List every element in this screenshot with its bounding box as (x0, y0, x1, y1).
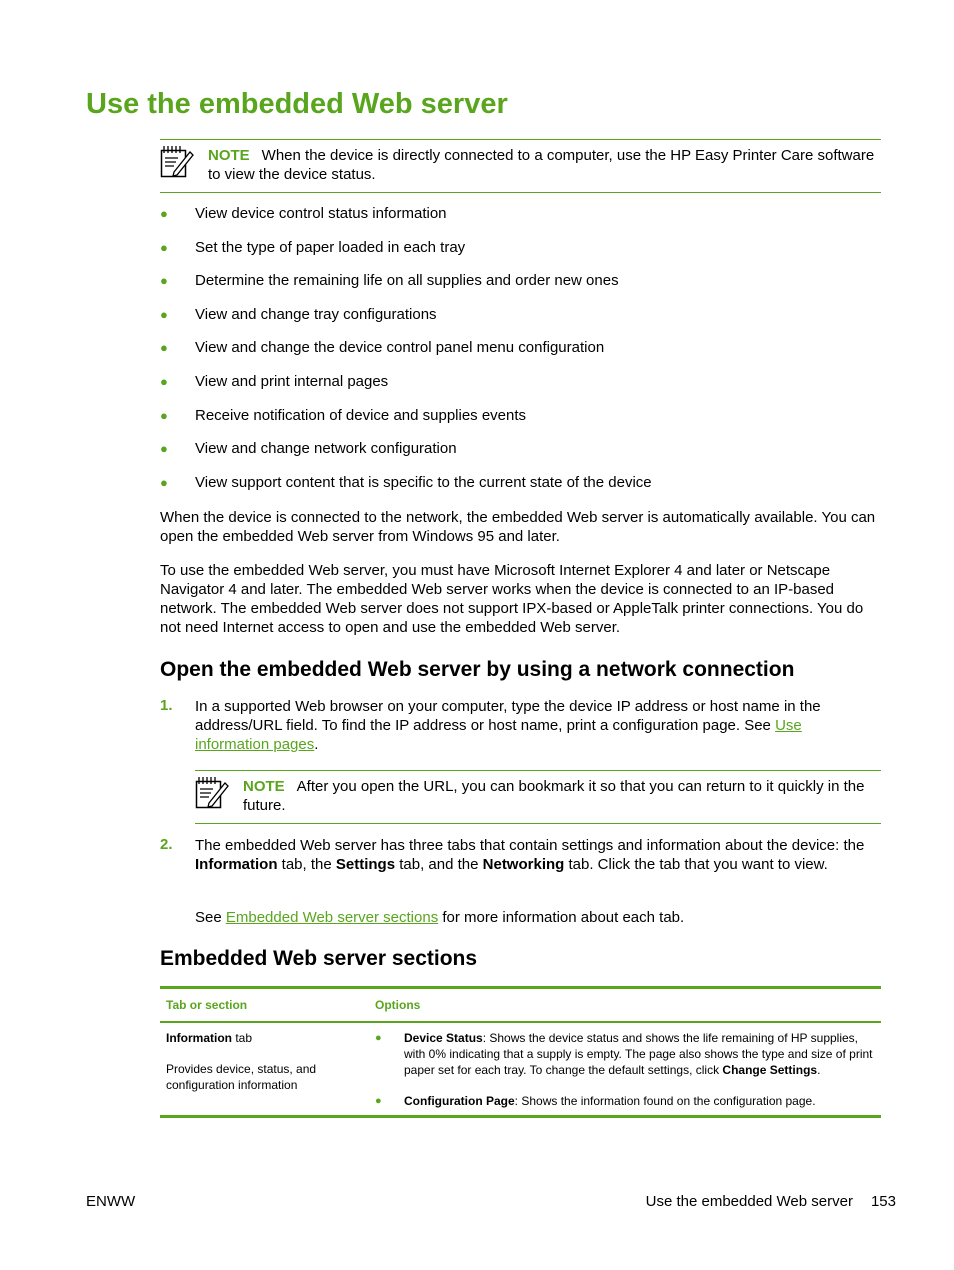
column-header: Options (369, 988, 881, 1023)
note-box (195, 770, 881, 824)
bullet-dot-icon: ● (375, 1095, 382, 1107)
table-cell-section: Information tab Provides device, status, and configuration information (166, 1031, 317, 1092)
sections-table (160, 986, 881, 1118)
step-number: 1. (160, 697, 173, 714)
footer-title: Use the embedded Web server (645, 1193, 853, 1210)
section-heading-sections: Embedded Web server sections (160, 947, 478, 970)
table-row (160, 1022, 881, 1117)
embedded-web-server-sections-link[interactable]: Embedded Web server sections (225, 909, 439, 926)
step-number: 2. (160, 836, 173, 853)
footer-left: ENWW (86, 1193, 136, 1210)
bullet-dot-icon: ● (375, 1032, 382, 1044)
bullet-dot-icon: ● (160, 206, 168, 221)
step-see-also: See Embedded Web server sections for more information about each tab. (195, 909, 685, 926)
bullet-dot-icon: ● (160, 407, 168, 423)
step-text: In a supported Web browser on your computer, type the device IP address or host name in the address/URL field. To find the IP address or host name, print a configuration page. See Use information pages. (195, 698, 821, 753)
bullet-dot-icon: ● (160, 340, 168, 356)
paragraph-availability: When the device is connected to the network, the embedded Web server is automatically available. You can open the embedded Web server from Windows 95 and later. (160, 509, 876, 545)
step-text: The embedded Web server has three tabs that contain settings and information about the device: the Information tab, the Settings tab, and the Networking tab. Click the tab that you want to view. (195, 837, 865, 873)
page-number: 153 (870, 1193, 896, 1210)
table-header-row (160, 988, 881, 1023)
note-label: NOTE (208, 147, 250, 164)
options-list (375, 1030, 875, 1109)
note-label: NOTE (243, 778, 285, 795)
column-header: Tab or section (160, 988, 369, 1023)
bullet-dot-icon: ● (160, 306, 168, 322)
note-icon (195, 775, 229, 809)
list-item: ● Configuration Page: Shows the information found on the configuration page. (375, 1094, 816, 1108)
note-text: After you open the URL, you can bookmark it so that you can return to it quickly in the future. (243, 778, 865, 814)
bullet-dot-icon: ● (160, 273, 168, 289)
bullet-dot-icon: ● (160, 239, 168, 255)
note-icon (160, 144, 194, 178)
bullet-dot-icon: ● (160, 441, 168, 457)
note-box (160, 139, 881, 193)
list-item: ● Device Status: Shows the device status and shows the life remaining of HP supplies, with 0% indicating that a supply is empty. The page also shows the type and size of print paper set for each tray. To change the default settings, click Change Settings. (375, 1031, 873, 1077)
paragraph-requirements: To use the embedded Web server, you must have Microsoft Internet Explorer 4 and later or Netscape Navigator 4 and later. The embedded Web server works when the device is connected to an IP-based network. The embedded Web server does not support IPX-based or AppleTalk printer connections. You do not need Internet access to open and use the embedded Web server. (160, 562, 864, 636)
bullet-dot-icon: ● (160, 373, 168, 389)
note-text: When the device is directly connected to a computer, use the HP Easy Printer Care software to view the device status. (208, 147, 875, 183)
bullet-dot-icon: ● (160, 474, 168, 490)
table-cell-options (369, 1022, 881, 1117)
use-information-pages-link[interactable]: Use information pages (195, 717, 802, 753)
footer-right (646, 1193, 896, 1210)
page-title: Use the embedded Web server (86, 88, 508, 120)
section-heading-open: Open the embedded Web server by using a network connection (160, 658, 795, 681)
